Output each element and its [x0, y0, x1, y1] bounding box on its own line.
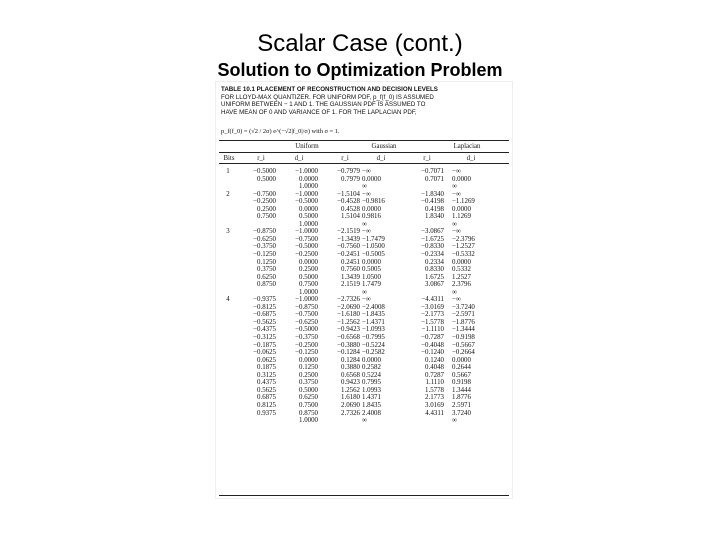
table-cell: −3.0169 [421, 303, 444, 311]
table-cell: −0.7560 [337, 243, 360, 251]
slide-title: Scalar Case (cont.) [257, 30, 463, 57]
table-cell: 0.4375 [257, 379, 276, 387]
table-cell: 2.1519 [341, 281, 360, 289]
table-cell: −0.9198 [452, 334, 475, 342]
table-cell: 1.1110 [425, 379, 444, 387]
table-cell: −0.2582 [362, 349, 385, 357]
table-cell: −0.9375 [253, 296, 276, 304]
table-cell: 0.0000 [362, 258, 381, 266]
table-cell: 0.8125 [257, 401, 276, 409]
table-cell [222, 425, 234, 433]
table-cell: −1.0000 [295, 190, 318, 198]
column-laplacian-r [402, 168, 444, 425]
table-cell [222, 311, 234, 319]
table-cell: −3.7240 [452, 303, 475, 311]
table-cell: 0.0000 [452, 175, 471, 183]
table-cell: 1.0000 [299, 417, 318, 425]
table-cell: 1.8776 [452, 394, 471, 402]
table-cell: 0.2500 [257, 205, 276, 213]
table-cell: 3.0867 [425, 281, 444, 289]
table-cell [222, 213, 234, 221]
table-cell: −1.0000 [295, 228, 318, 236]
table-cell: −0.3750 [253, 243, 276, 251]
table-cell: −0.7071 [421, 168, 444, 175]
table-cell: 0.5000 [299, 213, 318, 221]
table-cell [238, 417, 276, 425]
subheader-laplacian-r: r_i [423, 155, 431, 162]
table-rule-top [219, 140, 509, 141]
table-cell: 2.5971 [452, 401, 471, 409]
table-cell: 1.8340 [425, 213, 444, 221]
table-cell: −1.8435 [362, 311, 385, 319]
table-cell: −0.4528 [337, 198, 360, 206]
table-cell: −0.8330 [421, 243, 444, 251]
subheader-laplacian-d: d_i [466, 155, 476, 162]
table-cell: 0.8750 [299, 409, 318, 417]
table-cell: −0.7979 [337, 168, 360, 175]
table-cell: −3.0867 [421, 228, 444, 236]
table-rule-mid [219, 152, 509, 153]
table-cell: −1.5104 [337, 190, 360, 198]
table-cell: −1.3444 [452, 326, 475, 334]
table-cell: −0.3880 [337, 341, 360, 349]
table-cell: −0.6250 [253, 235, 276, 243]
table-cell [222, 304, 234, 312]
table-cell: 0.2500 [299, 371, 318, 379]
table-cell [402, 289, 444, 297]
table-cell: −0.2334 [421, 251, 444, 259]
table-cell: 2.7326 [341, 409, 360, 417]
table-cell: 0.5667 [452, 371, 471, 379]
table-cell [238, 183, 276, 191]
table-cell: 1.2527 [452, 273, 471, 281]
table-cell: 0.3750 [257, 266, 276, 274]
table-cell: 0.0000 [362, 356, 381, 364]
table-cell: 0.1250 [257, 258, 276, 266]
table-cell: 1.1269 [452, 213, 471, 221]
table-cell: 0.1284 [341, 356, 360, 364]
table-cell [222, 387, 234, 395]
table-cell: −4.4311 [421, 296, 444, 304]
table-cell: −∞ [452, 168, 461, 175]
table-cell: −0.5332 [452, 251, 475, 259]
table-cell: −0.7500 [295, 235, 318, 243]
caption-line: HAVE MEAN OF 0 AND VARIANCE OF 1. FOR THE LAPLACIAN PDF, [221, 108, 417, 116]
table-cell: 2 [226, 190, 230, 198]
table-cell [222, 379, 234, 387]
table-cell: −0.2451 [337, 251, 360, 259]
table-cell [222, 334, 234, 342]
table-cell: −2.1773 [421, 311, 444, 319]
table-cell: 3 [226, 228, 230, 236]
column-laplacian-d [452, 168, 492, 425]
table-cell [222, 176, 234, 184]
table-cell: −0.7500 [253, 190, 276, 198]
table-cell: −0.8750 [253, 228, 276, 236]
table-caption [221, 86, 509, 116]
header-uniform: Uniform [295, 143, 319, 150]
table-cell: 0.4198 [425, 205, 444, 213]
table-cell: 0.1240 [425, 356, 444, 364]
table-cell: −0.4048 [421, 341, 444, 349]
header-laplacian: Laplacian [453, 143, 481, 150]
table-cell: −1.5778 [421, 318, 444, 326]
table-cell: ∞ [452, 183, 457, 191]
table-cell: −0.5224 [362, 341, 385, 349]
table-cell: −1.6180 [337, 311, 360, 319]
table-cell: −1.0500 [362, 243, 385, 251]
table-cell [402, 183, 444, 191]
table-cell: 0.7560 [341, 266, 360, 274]
table-cell: 0.5332 [452, 266, 471, 274]
table-cell: 1.0000 [299, 183, 318, 191]
table-cell: −∞ [362, 228, 371, 236]
table-cell: 1.0993 [362, 386, 381, 394]
table-cell: −2.1519 [337, 228, 360, 236]
table-cell: 3.0169 [425, 401, 444, 409]
table-cell: −0.5000 [295, 243, 318, 251]
table-cell: 0.7979 [341, 175, 360, 183]
table-cell: 0.0000 [362, 175, 381, 183]
table-cell: 1.8435 [362, 401, 381, 409]
table-cell: −0.8750 [295, 303, 318, 311]
table-cell: −2.0690 [337, 303, 360, 311]
table-rule-bottom [219, 495, 509, 496]
caption-head: TABLE 10.1 PLACEMENT OF RECONSTRUCTION AND DECISION LEVELS [221, 86, 438, 93]
table-cell: 1.6180 [341, 394, 360, 402]
table-cell [222, 251, 234, 259]
table-cell: 0.7500 [299, 401, 318, 409]
column-uniform-r [238, 168, 276, 425]
table-cell: −∞ [452, 228, 461, 236]
table-cell: 0.4528 [341, 205, 360, 213]
table-cell [222, 274, 234, 282]
column-bits [222, 168, 234, 432]
table-cell: −0.9816 [362, 198, 385, 206]
table-cell: −2.4008 [362, 303, 385, 311]
table-cell [320, 183, 360, 191]
table-cell: −0.7995 [362, 334, 385, 342]
table-cell: −1.1269 [452, 198, 475, 206]
table-cell [222, 221, 234, 229]
table-cell: −2.3796 [452, 235, 475, 243]
table-cell [222, 326, 234, 334]
table-cell: −0.5625 [253, 318, 276, 326]
table-cell: 1.2562 [341, 386, 360, 394]
table-cell [222, 357, 234, 365]
table-cell: −∞ [362, 168, 371, 175]
table-cell [222, 410, 234, 418]
table-cell [222, 342, 234, 350]
table-cell: 0.7995 [362, 379, 381, 387]
caption-line: UNIFORM BETWEEN − 1 AND 1. THE GAUSSIAN PDF IS ASSUMED TO [221, 101, 426, 109]
table-cell: 0.1875 [257, 364, 276, 372]
table-cell [222, 281, 234, 289]
table-cell: −1.2562 [337, 318, 360, 326]
subheader-uniform-r: r_i [257, 155, 265, 162]
table-cell: ∞ [362, 417, 367, 425]
table-cell: 1.3444 [452, 386, 471, 394]
table-cell: −1.6725 [421, 235, 444, 243]
table-cell: −∞ [362, 296, 371, 304]
table-cell: 0.8750 [257, 281, 276, 289]
table-cell [222, 243, 234, 251]
table-cell: ∞ [452, 220, 457, 228]
table-cell: 0.2582 [362, 364, 381, 372]
table-cell: −0.3750 [295, 334, 318, 342]
table-cell: −0.5667 [452, 341, 475, 349]
table-cell: ∞ [452, 417, 457, 425]
table-cell [222, 198, 234, 206]
table-cell: 0.6250 [299, 394, 318, 402]
table-cell: 0.2644 [452, 364, 471, 372]
caption-line: FOR LLOYD-MAX QUANTIZER. FOR UNIFORM PDF, p_f(f_0) IS ASSUMED [221, 93, 434, 101]
table-cell [222, 349, 234, 357]
table-cell [238, 221, 276, 229]
table-cell [402, 417, 444, 425]
table-cell: 0.0000 [299, 356, 318, 364]
table-cell: −1.2527 [452, 243, 475, 251]
table-cell: 1.3439 [341, 273, 360, 281]
table-cell [238, 289, 276, 297]
table-cell: −0.5000 [295, 326, 318, 334]
column-gaussian-r [320, 168, 360, 425]
table-cell: 0.2500 [299, 266, 318, 274]
table-cell: 0.2334 [425, 258, 444, 266]
table-cell [222, 206, 234, 214]
table-cell: 0.1250 [299, 364, 318, 372]
table-cell: 0.5005 [362, 266, 381, 274]
table-cell [222, 372, 234, 380]
table-cell: 0.6250 [257, 273, 276, 281]
table-cell: 4 [226, 296, 230, 304]
table-cell: 1.0000 [299, 288, 318, 296]
table-cell: ∞ [362, 220, 367, 228]
table-cell: −2.5971 [452, 311, 475, 319]
table-cell [320, 221, 360, 229]
header-gaussian: Gaussian [371, 143, 397, 150]
table-cell: 2.4008 [362, 409, 381, 417]
table-cell: 1.4371 [362, 394, 381, 402]
table-cell [222, 183, 234, 191]
table-cell [222, 259, 234, 267]
table-cell: ∞ [452, 288, 457, 296]
table-cell [320, 417, 360, 425]
subheader-gaussian-r: r_i [341, 155, 349, 162]
table-cell: −1.4371 [362, 318, 385, 326]
table-cell: −∞ [452, 296, 461, 304]
table-cell: 0.0000 [452, 258, 471, 266]
subheader-gaussian-d: d_i [376, 155, 386, 162]
table-cell: 0.9816 [362, 213, 381, 221]
table-cell: −0.9423 [337, 326, 360, 334]
table-cell [402, 221, 444, 229]
table-cell: −0.4375 [253, 326, 276, 334]
laplacian-formula: p_f(f_0) = (√2 / 2σ) e^(−√2|f_0|/σ) with σ = 1. [221, 128, 340, 135]
slide-subtitle: Solution to Optimization Problem [217, 60, 503, 80]
table-cell: 0.6875 [257, 394, 276, 402]
table-cell: ∞ [362, 183, 367, 191]
table-cell: 0.0625 [257, 356, 276, 364]
table-cell: −0.1240 [421, 349, 444, 357]
table-cell: −0.4198 [421, 198, 444, 206]
table-cell: −0.8125 [253, 303, 276, 311]
table-cell [222, 319, 234, 327]
table-cell: −0.2664 [452, 349, 475, 357]
table-cell: 0.5625 [257, 386, 276, 394]
table-cell: 0.0000 [452, 356, 471, 364]
table-cell: −0.0625 [253, 349, 276, 357]
table-cell: 1.0000 [299, 220, 318, 228]
table-cell: −0.2500 [295, 341, 318, 349]
table-cell: −0.6568 [337, 334, 360, 342]
table-cell: 0.5000 [257, 175, 276, 183]
table-cell: 0.0000 [299, 205, 318, 213]
table-cell: 0.5000 [299, 386, 318, 394]
table-cell: 1.6725 [425, 273, 444, 281]
table-cell: −0.1250 [253, 251, 276, 259]
table-cell: 0.9423 [341, 379, 360, 387]
table-cell: −0.1250 [295, 349, 318, 357]
table-cell: −0.7500 [295, 311, 318, 319]
table-cell: −0.5005 [362, 251, 385, 259]
table-cell: 0.3125 [257, 371, 276, 379]
table-cell: −0.5000 [295, 198, 318, 206]
table-cell: 0.4048 [425, 364, 444, 372]
table-cell [222, 364, 234, 372]
table-cell: −1.0993 [362, 326, 385, 334]
table-cell: ∞ [362, 288, 367, 296]
table-cell: 2.0690 [341, 401, 360, 409]
table-cell: 1 [226, 168, 230, 175]
table-cell: 0.8330 [425, 266, 444, 274]
table-cell: −1.0000 [295, 168, 318, 175]
table-cell: −0.1875 [253, 341, 276, 349]
table-cell: 0.2451 [341, 258, 360, 266]
table-cell: 0.7500 [257, 213, 276, 221]
table-cell: 0.9198 [452, 379, 471, 387]
table-cell: 2.3796 [452, 281, 471, 289]
table-cell: 0.6568 [341, 371, 360, 379]
table-cell: −0.2500 [253, 198, 276, 206]
table-cell: 0.0000 [299, 175, 318, 183]
table-cell: 0.9375 [257, 409, 276, 417]
table-cell: 0.7500 [299, 281, 318, 289]
table-cell: −1.0000 [295, 296, 318, 304]
table-cell: 0.3750 [299, 379, 318, 387]
table-cell: −1.1110 [421, 326, 444, 334]
table-cell: 3.7240 [452, 409, 471, 417]
table-rule-header [219, 163, 509, 164]
table-cell: 0.3880 [341, 364, 360, 372]
table-cell: 1.7479 [362, 281, 381, 289]
table-cell [320, 289, 360, 297]
subheader-bits: Bits [223, 155, 235, 162]
table-cell: −0.7287 [421, 334, 444, 342]
table-cell: −0.2500 [295, 251, 318, 259]
table-cell: 2.1773 [425, 394, 444, 402]
table-cell: −1.7479 [362, 235, 385, 243]
table-cell [222, 402, 234, 410]
table-scan [216, 82, 512, 498]
table-cell [222, 394, 234, 402]
table-cell: 1.5778 [425, 386, 444, 394]
table-cell: −0.1284 [337, 349, 360, 357]
table-cell [222, 417, 234, 425]
table-cell: −2.7326 [337, 296, 360, 304]
table-cell: −0.5000 [253, 168, 276, 175]
column-uniform-d [278, 168, 318, 425]
table-cell: 0.5000 [299, 273, 318, 281]
table-cell: 4.4311 [425, 409, 444, 417]
table-cell: −0.6250 [295, 318, 318, 326]
table-cell: −∞ [452, 190, 461, 198]
table-cell: 0.5224 [362, 371, 381, 379]
table-cell: 1.5104 [341, 213, 360, 221]
column-gaussian-d [362, 168, 398, 425]
table-cell: 0.7287 [425, 371, 444, 379]
table-cell: −1.8340 [421, 190, 444, 198]
table-cell: −1.3439 [337, 235, 360, 243]
table-cell: 0.0000 [452, 205, 471, 213]
table-cell: 0.0000 [362, 205, 381, 213]
table-cell: −0.6875 [253, 311, 276, 319]
table-cell [222, 236, 234, 244]
table-cell: 1.0500 [362, 273, 381, 281]
table-cell [222, 289, 234, 297]
subheader-uniform-d: d_i [294, 155, 304, 162]
table-cell: 0.0000 [299, 258, 318, 266]
table-cell [222, 266, 234, 274]
table-cell: −0.3125 [253, 334, 276, 342]
table-cell: 0.7071 [425, 175, 444, 183]
table-cell: −∞ [362, 190, 371, 198]
table-cell: −1.8776 [452, 318, 475, 326]
